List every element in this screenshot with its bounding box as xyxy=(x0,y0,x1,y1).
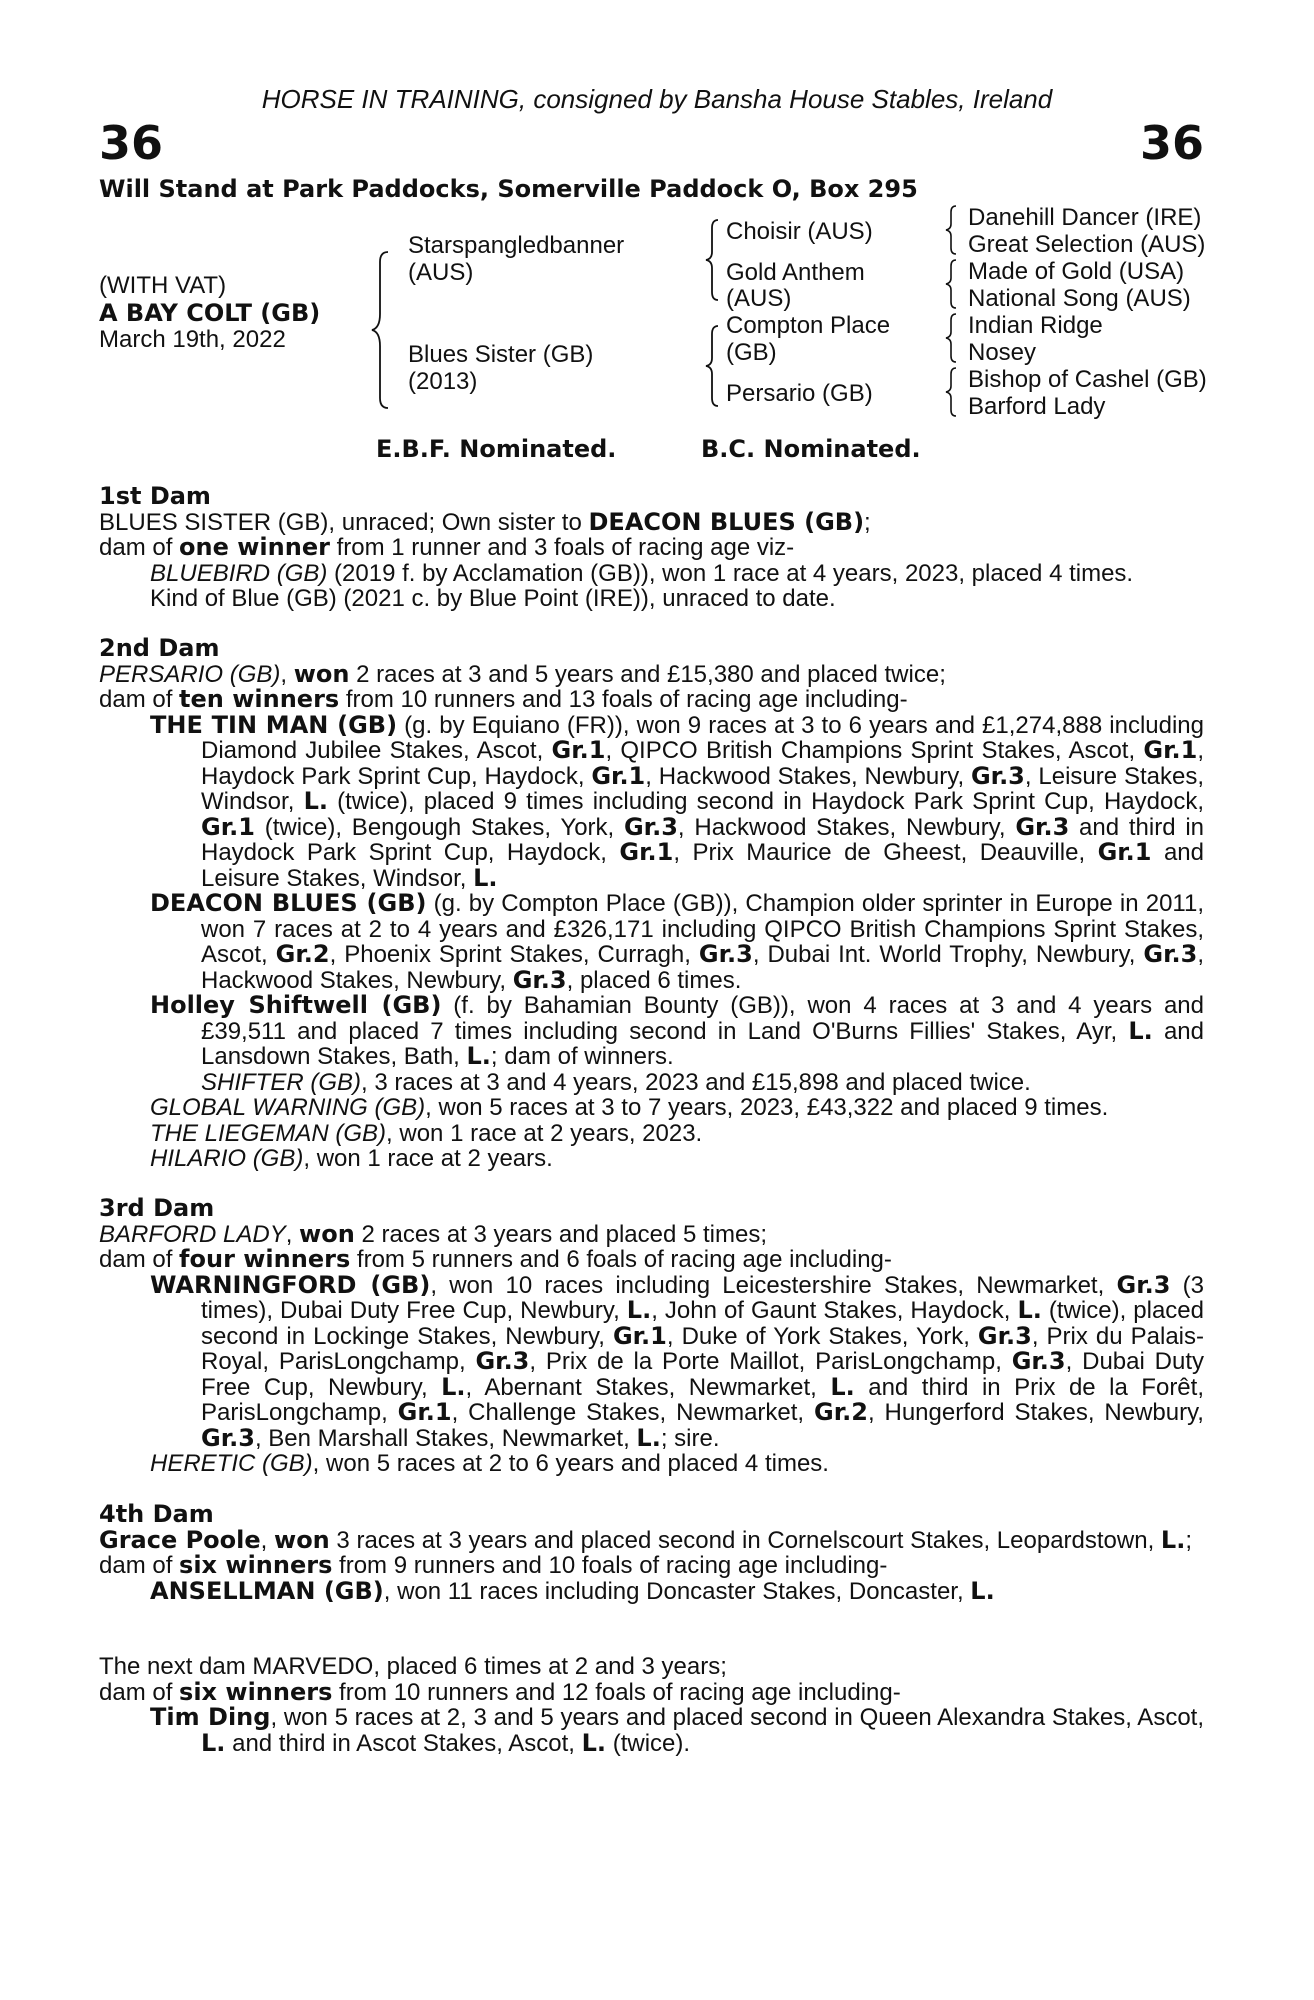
pedigree-brace-main xyxy=(370,250,400,410)
produce-warningford: WARNINGFORD (GB), won 10 races including Leicestershire Stakes, Newmarket, Gr.3 (3 times), Dubai Duty Free Cup, Newbury, L., John of Gaunt Stakes, Haydock, L. (twice), placed second in Lockinge Stakes, Newbury, Gr.1, Duke of York Stakes, York, Gr.3, Prix du Palais-Royal, ParisLongchamp, Gr.3, Prix de la Porte Maillot, ParisLongchamp, Gr.3, Dubai Duty Free Cup, Newbury, L., Abernant Stakes, Newmarket, L. and third in Prix de la Forêt, ParisLongchamp, Gr.1, Challenge Stakes, Newmarket, Gr.2, Hungerford Stakes, Newbury, Gr.3, Ben Marshall Stakes, Newmarket, L.; sire. xyxy=(150,1270,1205,1452)
second-dam-heading: 2nd Dam xyxy=(99,634,220,662)
ddd: Barford Lady xyxy=(968,393,1106,420)
third-dam-produce-line: dam of four winners from 5 runners and 6 foals of racing age including- xyxy=(99,1245,892,1273)
produce-bluebird: BLUEBIRD (GB) (2019 f. by Acclamation (GB)), won 1 race at 4 years, 2023, placed 4 times. xyxy=(150,559,1134,587)
fourth-dam-produce-line: dam of six winners from 9 runners and 10 foals of racing age including- xyxy=(99,1551,888,1579)
second-dam-section xyxy=(99,636,1204,1172)
vat-label: (WITH VAT) xyxy=(99,272,227,299)
consignment-line: HORSE IN TRAINING, consigned by Bansha House Stables, Ireland xyxy=(261,84,1053,114)
next-dam-section xyxy=(99,1654,1204,1756)
brace-sds xyxy=(944,258,964,310)
dam-name: Blues Sister (GB) xyxy=(408,341,594,368)
brace-dds xyxy=(944,366,964,418)
sdd: National Song (AUS) xyxy=(968,285,1191,312)
next-dam-produce-line: dam of six winners from 10 runners and 12 foals of racing age including- xyxy=(99,1677,901,1706)
dam-year: (2013) xyxy=(408,368,478,395)
produce-heretic: HERETIC (GB), won 5 races at 2 to 6 years and placed 4 times. xyxy=(150,1450,829,1477)
second-dam-produce-line: dam of ten winners from 10 runners and 13 foals of racing age including- xyxy=(99,685,908,713)
produce-kind-of-blue: Kind of Blue (GB) (2021 c. by Blue Point (IRE)), unraced to date. xyxy=(150,585,836,612)
produce-holley-shiftwell: Holley Shiftwell (GB) (f. by Bahamian Bounty (GB)), won 4 races at 3 and 4 years and £39,511 and placed 7 times including second in Land O'Burns Fillies' Stakes, Ayr, L. and Lansdown Stakes, Bath, L.; dam of winners. xyxy=(150,991,1204,1070)
lot-number-right: 36 xyxy=(1139,116,1204,170)
brace-dss xyxy=(944,312,964,364)
sds: Made of Gold (USA) xyxy=(968,258,1185,285)
sire-dam-name: Gold Anthem xyxy=(726,259,865,286)
pedigree-brace-dam xyxy=(704,324,726,408)
produce-deacon-blues: DEACON BLUES (GB) (g. by Compton Place (GB)), Champion older sprinter in Europe in 2011, won 7 races at 2 to 4 years and £326,171 including QIPCO British Champions Sprint Stakes, Ascot, Gr.2, Phoenix Sprint Stakes, Curragh, Gr.3, Dubai Int. World Trophy, Newbury, Gr.3, Hackwood Stakes, Newbury, Gr.3, placed 6 times. xyxy=(150,889,1204,994)
lot-number-left: 36 xyxy=(99,116,164,170)
horse-name: A BAY COLT (GB) xyxy=(99,299,321,327)
sss: Danehill Dancer (IRE) xyxy=(968,204,1202,231)
dsd: Nosey xyxy=(968,339,1037,366)
bc-nominated: B.C. Nominated. xyxy=(701,435,921,463)
produce-hilario: HILARIO (GB), won 1 race at 2 years. xyxy=(150,1145,553,1172)
third-dam-section xyxy=(99,1196,1204,1477)
sire-sire: Choisir (AUS) xyxy=(726,218,873,245)
fourth-dam-heading: 4th Dam xyxy=(99,1500,214,1528)
produce-tim-ding: Tim Ding, won 5 races at 2, 3 and 5 years and placed second in Queen Alexandra Stakes, Ascot, L. and third in Ascot Stakes, Ascot, L. (twice). xyxy=(150,1703,1205,1757)
sire-origin: (AUS) xyxy=(408,259,474,286)
produce-the-liegeman: THE LIEGEMAN (GB), won 1 race at 2 years, 2023. xyxy=(150,1119,703,1147)
ssd: Great Selection (AUS) xyxy=(968,231,1206,258)
sire-dam-origin: (AUS) xyxy=(726,285,792,312)
first-dam-heading: 1st Dam xyxy=(99,482,211,510)
dam-sire-name: Compton Place xyxy=(726,312,891,339)
brace-sss xyxy=(944,204,964,256)
first-dam-line: BLUES SISTER (GB), unraced; Own sister to DEACON BLUES (GB); xyxy=(99,507,871,536)
next-dam-line: The next dam MARVEDO, placed 6 times at 2 and 3 years; xyxy=(99,1653,727,1680)
produce-ansellman: ANSELLMAN (GB), won 11 races including Doncaster Stakes, Doncaster, L. xyxy=(150,1576,995,1605)
fourth-dam-line: Grace Poole, won 3 races at 3 years and placed second in Cornelscourt Stakes, Leopardstown, L.; xyxy=(99,1525,1192,1554)
first-dam-section xyxy=(99,484,1204,612)
fourth-dam-section xyxy=(99,1502,1204,1604)
pedigree-brace-sire xyxy=(704,218,726,302)
foaling-date: March 19th, 2022 xyxy=(99,326,286,353)
stand-location: Will Stand at Park Paddocks, Somerville Paddock O, Box 295 xyxy=(99,175,918,203)
third-dam-heading: 3rd Dam xyxy=(99,1194,215,1222)
sire-name: Starspangledbanner xyxy=(408,232,625,259)
dam-sire-origin: (GB) xyxy=(726,339,777,366)
produce-shifter: SHIFTER (GB), 3 races at 3 and 4 years, 2023 and £15,898 and placed twice. xyxy=(201,1068,1031,1096)
produce-global-warning: GLOBAL WARNING (GB), won 5 races at 3 to 7 years, 2023, £43,322 and placed 9 times. xyxy=(150,1094,1109,1121)
second-dam-line: PERSARIO (GB), won 2 races at 3 and 5 years and £15,380 and placed twice; xyxy=(99,659,946,688)
dam-dam: Persario (GB) xyxy=(726,380,873,407)
third-dam-line: BARFORD LADY, won 2 races at 3 years and placed 5 times; xyxy=(99,1219,768,1248)
dss: Indian Ridge xyxy=(968,312,1103,339)
dds: Bishop of Cashel (GB) xyxy=(968,366,1207,393)
produce-the-tin-man: THE TIN MAN (GB) (g. by Equiano (FR)), won 9 races at 3 to 6 years and £1,274,888 including Diamond Jubilee Stakes, Ascot, Gr.1, QIPCO British Champions Sprint Stakes, Ascot, Gr.1, Haydock Park Sprint Cup, Haydock, Gr.1, Hackwood Stakes, Newbury, Gr.3, Leisure Stakes, Windsor, L. (twice), placed 9 times including second in Haydock Park Sprint Cup, Haydock, Gr.1 (twice), Bengough Stakes, York, Gr.3, Hackwood Stakes, Newbury, Gr.3 and third in Haydock Park Sprint Cup, Haydock, Gr.1, Prix Maurice de Gheest, Deauville, Gr.1 and Leisure Stakes, Windsor, L. xyxy=(150,710,1205,892)
first-dam-produce-line: dam of one winner from 1 runner and 3 foals of racing age viz- xyxy=(99,533,795,561)
ebf-nominated: E.B.F. Nominated. xyxy=(376,435,617,463)
